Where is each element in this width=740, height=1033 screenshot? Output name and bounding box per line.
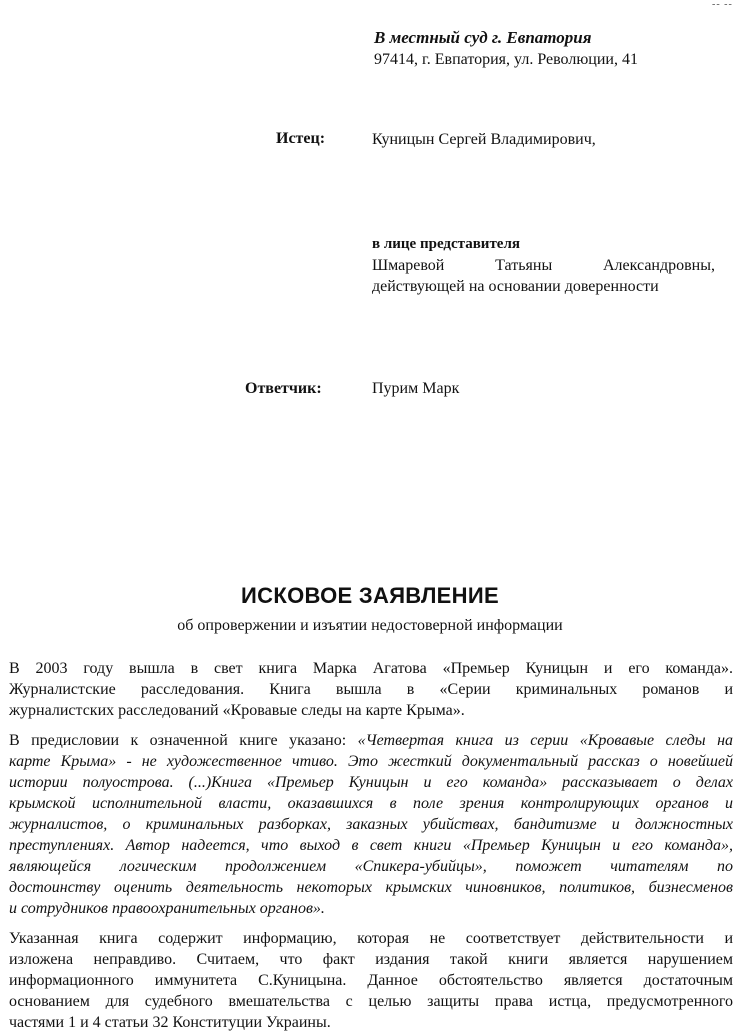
paragraph-line [9, 730, 733, 751]
paragraph-2 [9, 730, 733, 919]
paragraph-2-lead: В предисловии к означенной книге указано: [9, 732, 358, 749]
paragraph-line: основанием для судебного вмешательства с целью защиты права истца, предусмотренного [9, 993, 733, 1010]
court-name: В местный суд г. Евпатория [374, 28, 592, 47]
paragraph-line: преступлениях. Автор надеется, что выход в свет книги «Премьер Куницын и его команда», [9, 837, 733, 854]
paragraph-1 [9, 658, 733, 721]
paragraph-line: карте Крыма» - не художественное чтиво. Это жесткий документальный рассказ о новейшей [9, 753, 733, 770]
document-title: ИСКОВОЕ ЗАЯВЛЕНИЕ [241, 583, 499, 608]
representative-surname: Шмаревой [372, 257, 445, 274]
paragraph-line: являющейся логическим продолжением «Спикера-убийцы», поможет читателям по [9, 858, 733, 875]
representative-name [372, 257, 715, 275]
representative-heading: в лице представителя [372, 236, 521, 252]
plaintiff-label: Истец: [276, 130, 326, 147]
page-corner-mark: -- -- [712, 0, 733, 10]
defendant-label: Ответчик: [245, 380, 322, 397]
representative-patronymic: Александровны, [603, 257, 715, 274]
defendant-name: Пурим Марк [372, 380, 460, 397]
representative-first-name: Татьяны [495, 257, 553, 274]
court-address: 97414, г. Евпатория, ул. Революции, 41 [374, 51, 638, 68]
paragraph-line: и сотрудников правоохранительных органов». [9, 900, 325, 917]
paragraph-line: журналистов, о криминальных разборках, заказных убийствах, бандитизме и должностных [9, 816, 733, 833]
paragraph-line: информационного иммунитета С.Куницына. Данное обстоятельство является достаточным [9, 972, 733, 989]
paragraph-line: В 2003 году вышла в свет книга Марка Агатова «Премьер Куницын и его команда». [9, 660, 733, 677]
document-subtitle: об опровержении и изъятии недостоверной информации [177, 617, 563, 634]
paragraph-line: крымской исполнительной власти, оказавшихся в поле зрения контролирующих органов и [9, 795, 733, 812]
paragraph-3 [9, 928, 733, 1033]
paragraph-line: Журналистские расследования. Книга вышла в «Серии криминальных романов и [9, 681, 733, 698]
paragraph-line: журналистских расследований «Кровавые следы на карте Крыма». [9, 702, 465, 719]
paragraph-line: изложена неправдиво. Считаем, что факт издания такой книги является нарушением [9, 951, 733, 968]
paragraph-line: истории полуострова. (...)Книга «Премьер Куницын и его команда» рассказывает о делах [9, 774, 733, 791]
paragraph-line: частями 1 и 4 статьи 32 Конституции Украины. [9, 1014, 331, 1031]
representative-basis: действующей на основании доверенности [372, 278, 659, 295]
paragraph-line: достоинству оценить деятельность некоторых крымских чиновников, политиков, бизнесменов [9, 879, 733, 896]
paragraph-2-quote-start: «Четвертая книга из серии «Кровавые следы на [357, 732, 733, 749]
paragraph-line: Указанная книга содержит информацию, которая не соответствует действительности и [9, 930, 733, 947]
plaintiff-name: Куницын Сергей Владимирович, [372, 131, 596, 148]
